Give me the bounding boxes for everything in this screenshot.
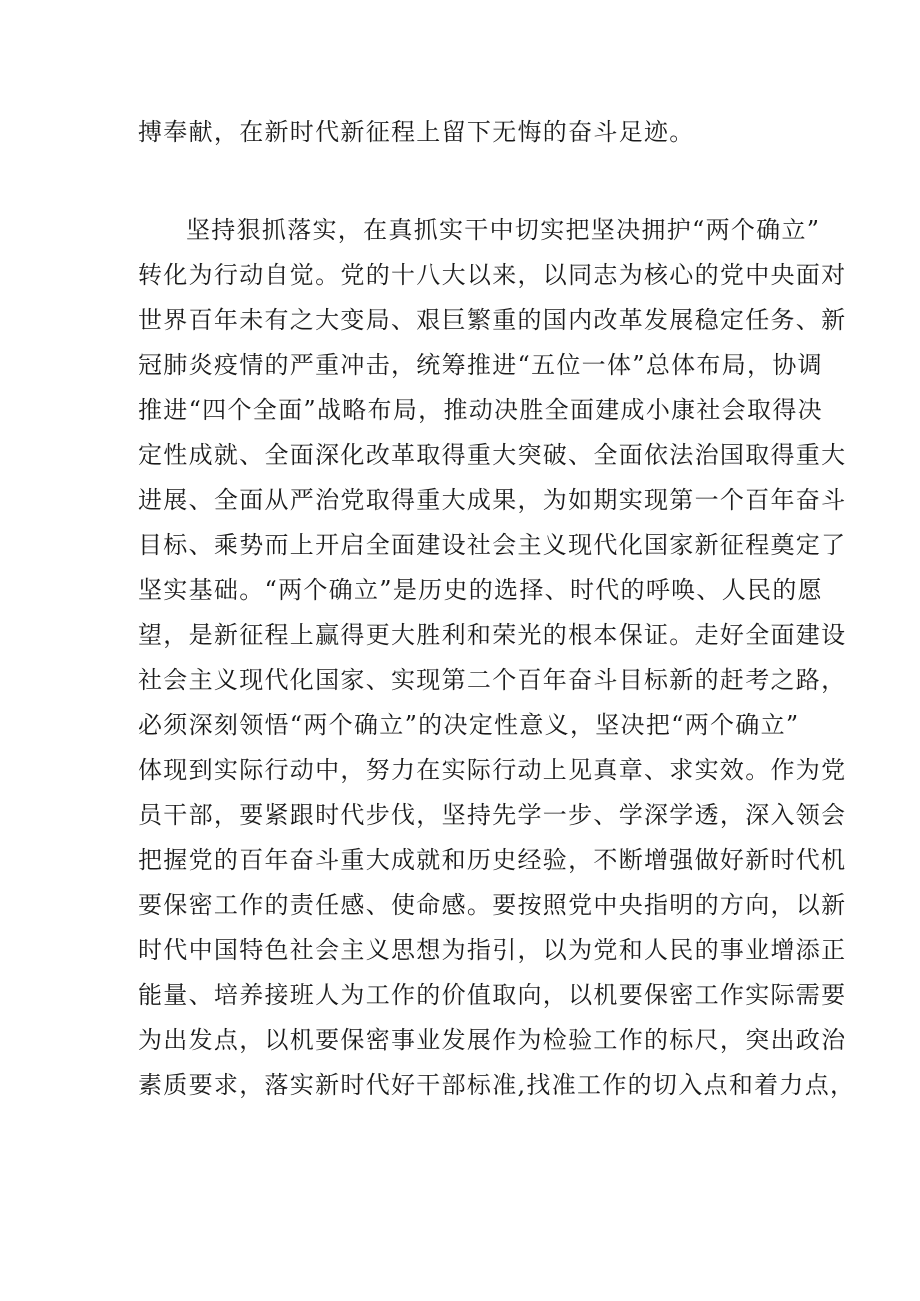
paragraph-first-line: 坚持狠抓落实，在真抓实干中切实把坚决拥护“两个确立”	[186, 216, 821, 244]
text-line: 把握党的百年奋斗重大成就和历史经验，不断增强做好新时代机	[138, 846, 847, 874]
text-line: 为出发点，以机要保密事业发展作为检验工作的标尺，突出政治	[138, 1026, 847, 1054]
text-line: 能量、培养接班人为工作的价值取向，以机要保密工作实际需要	[138, 981, 847, 1009]
text-line: 搏奉献，在新时代新征程上留下无悔的奋斗足迹。	[138, 118, 695, 146]
text-line: 要保密工作的责任感、使命感。要按照党中央指明的方向，以新	[138, 891, 847, 919]
text-line: 世界百年未有之大变局、艰巨繁重的国内改革发展稳定任务、新	[138, 306, 847, 334]
text-line: 推进“四个全面”战略布局，推动决胜全面建成小康社会取得决	[138, 396, 823, 424]
text-line: 进展、全面从严治党取得重大成果，为如期实现第一个百年奋斗	[138, 486, 847, 514]
text-line: 望，是新征程上赢得更大胜利和荣光的根本保证。走好全面建设	[138, 621, 847, 649]
text-line: 时代中国特色社会主义思想为指引，以为党和人民的事业增添正	[138, 936, 847, 964]
text-line: 冠肺炎疫情的严重冲击，统筹推进“五位一体”总体布局，协调	[138, 351, 823, 379]
text-line: 素质要求，落实新时代好干部标准,找准工作的切入点和着力点，	[138, 1071, 856, 1099]
text-line: 定性成就、全面深化改革取得重大突破、全面依法治国取得重大	[138, 441, 847, 469]
text-line: 必须深刻领悟“两个确立”的决定性意义，坚决把“两个确立”	[138, 711, 800, 739]
text-line: 转化为行动自觉。党的十八大以来，以同志为核心的党中央面对	[138, 261, 847, 289]
text-line: 员干部，要紧跟时代步伐，坚持先学一步、学深学透，深入领会	[138, 801, 847, 829]
text-line: 坚实基础。“两个确立”是历史的选择、时代的呼唤、人民的愿	[138, 576, 823, 604]
text-line: 社会主义现代化国家、实现第二个百年奋斗目标新的赶考之路，	[138, 666, 847, 694]
text-line: 目标、乘势而上开启全面建设社会主义现代化国家新征程奠定了	[138, 531, 847, 559]
text-line: 体现到实际行动中，努力在实际行动上见真章、求实效。作为党	[138, 756, 847, 784]
